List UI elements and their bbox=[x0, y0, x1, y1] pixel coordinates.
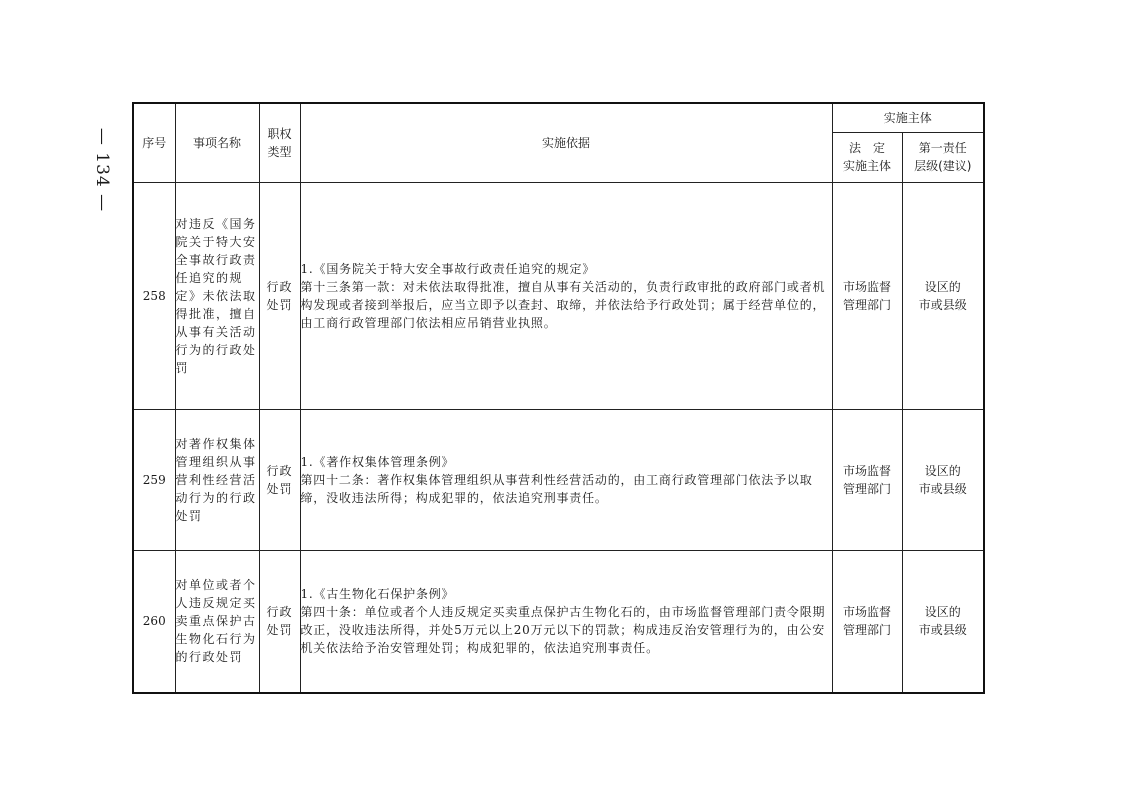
header-basis: 实施依据 bbox=[300, 103, 832, 182]
row-item-name: 对违反《国务院关于特大安全事故行政责任追究的规定》未依法取得批准，擅自从事有关活动行为的行政处罚 bbox=[175, 182, 259, 409]
row-basis-title: 1.《著作权集体管理条例》 bbox=[300, 454, 455, 469]
row-subject-line2: 管理部门 bbox=[842, 481, 891, 496]
header-seq: 序号 bbox=[133, 103, 175, 182]
row-level-line1: 设区的 bbox=[924, 463, 961, 478]
row-type bbox=[259, 550, 300, 693]
row-subject-line1: 市场监督 bbox=[842, 463, 891, 478]
row-basis-title: 1.《古生物化石保护条例》 bbox=[300, 587, 455, 602]
table-row bbox=[133, 182, 984, 409]
header-type-line1: 职权 bbox=[267, 126, 292, 141]
row-legal-subject bbox=[832, 182, 902, 409]
row-level-line2: 市或县级 bbox=[918, 481, 967, 496]
row-type-line2: 处罚 bbox=[266, 623, 293, 638]
row-first-level bbox=[902, 409, 984, 550]
row-subject-line1: 市场监督 bbox=[842, 605, 891, 620]
header-first-level bbox=[902, 132, 984, 182]
header-legal-line2: 实施主体 bbox=[842, 159, 891, 173]
header-legal-line1: 法 定 bbox=[848, 141, 885, 155]
row-basis-text: 第十三条第一款：对未依法取得批准，擅自从事有关活动的，负责行政审批的政府部门或者机构发现或者接到举报后，应当立即予以查封、取缔，并依法给予行政处罚；属于经营单位的，由工商行政管理部门依法相应吊销营业执照。 bbox=[300, 279, 826, 330]
row-first-level bbox=[902, 550, 984, 693]
row-level-line2: 市或县级 bbox=[918, 297, 967, 312]
table-row bbox=[133, 550, 984, 693]
header-type-line2: 类型 bbox=[267, 144, 292, 159]
header-subject-group: 实施主体 bbox=[832, 103, 984, 132]
header-level-line2: 层级(建议) bbox=[914, 159, 972, 173]
page-number bbox=[82, 120, 122, 220]
row-subject-line1: 市场监督 bbox=[842, 279, 891, 294]
row-item-name: 对单位或者个人违反规定买卖重点保护古生物化石行为的行政处罚 bbox=[175, 550, 259, 693]
responsibility-table bbox=[132, 102, 985, 694]
row-basis-title: 1.《国务院关于特大安全事故行政责任追究的规定》 bbox=[300, 261, 596, 276]
row-seq: 259 bbox=[133, 409, 175, 550]
row-type-line2: 处罚 bbox=[266, 297, 293, 312]
row-level-line2: 市或县级 bbox=[918, 623, 967, 638]
row-legal-subject bbox=[832, 409, 902, 550]
header-legal-subject bbox=[832, 132, 902, 182]
row-basis bbox=[300, 409, 832, 550]
page-number-text: — 134 — bbox=[92, 127, 113, 213]
row-basis bbox=[300, 182, 832, 409]
header-level-line1: 第一责任 bbox=[918, 141, 967, 155]
row-type-line1: 行政 bbox=[266, 605, 293, 620]
row-type-line1: 行政 bbox=[266, 463, 293, 478]
row-level-line1: 设区的 bbox=[924, 279, 961, 294]
row-item-name: 对著作权集体管理组织从事营利性经营活动行为的行政处罚 bbox=[175, 409, 259, 550]
header-type bbox=[259, 103, 300, 182]
row-seq: 258 bbox=[133, 182, 175, 409]
header-name: 事项名称 bbox=[175, 103, 259, 182]
row-seq: 260 bbox=[133, 550, 175, 693]
row-type-line2: 处罚 bbox=[266, 481, 293, 496]
table-row bbox=[133, 409, 984, 550]
row-subject-line2: 管理部门 bbox=[842, 297, 891, 312]
row-level-line1: 设区的 bbox=[924, 605, 961, 620]
row-type bbox=[259, 409, 300, 550]
row-basis-text: 第四十条：单位或者个人违反规定买卖重点保护古生物化石的，由市场监督管理部门责令限期改正，没收违法所得，并处5万元以上20万元以下的罚款；构成违反治安管理行为的，由公安机关依法给予治安管理处罚；构成犯罪的，依法追究刑事责任。 bbox=[300, 605, 826, 656]
row-type-line1: 行政 bbox=[266, 279, 293, 294]
row-basis bbox=[300, 550, 832, 693]
row-legal-subject bbox=[832, 550, 902, 693]
row-basis-text: 第四十二条：著作权集体管理组织从事营利性经营活动的，由工商行政管理部门依法予以取缔，没收违法所得；构成犯罪的，依法追究刑事责任。 bbox=[300, 472, 813, 505]
row-first-level bbox=[902, 182, 984, 409]
row-type bbox=[259, 182, 300, 409]
row-subject-line2: 管理部门 bbox=[842, 623, 891, 638]
